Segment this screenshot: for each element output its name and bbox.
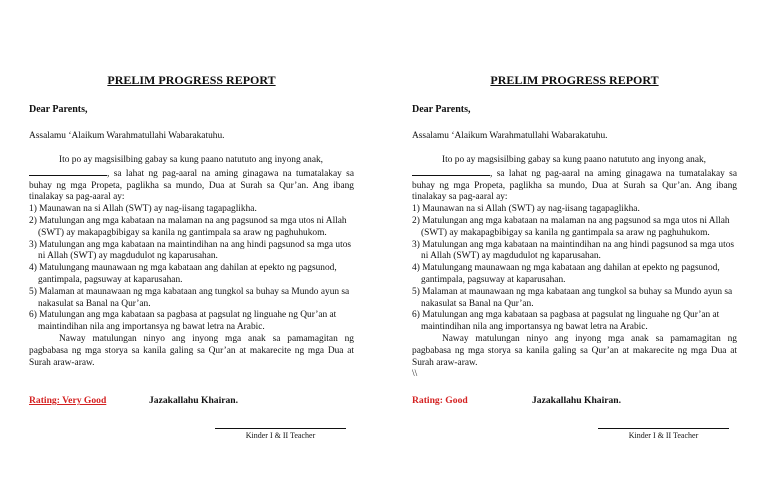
- report-body: [412, 155, 737, 379]
- list-item: 3) Matulungan ang mga kabataan na maintindihan na ang hindi pagsunod sa mga utos ni Allah (SWT) ay magdudulot ng kaparusahan.: [29, 239, 352, 262]
- progress-report-left: [29, 0, 389, 503]
- teacher-title: Kinder I & II Teacher: [628, 431, 699, 440]
- report-title: PRELIM PROGRESS REPORT: [107, 73, 276, 87]
- teacher-title: Kinder I & II Teacher: [245, 431, 316, 440]
- thanks-punct: .: [618, 395, 622, 406]
- progress-report-right: [412, 0, 768, 503]
- rating-row: [412, 395, 622, 406]
- stray-mark: \\: [412, 369, 418, 380]
- objectives-list: [412, 204, 737, 334]
- report-body: [29, 155, 354, 369]
- list-item: 1) Maunawan na si Allah (SWT) ay nag-iisang tagapaglikha.: [29, 204, 257, 215]
- intro-rest: , sa lahat ng pag-aaral na aming ginagawa na tumatalakay sa buhay ng mga Propeta, paglikha sa mundo, Dua at Surah sa Qur’an. Ang ibang tinalakay sa pag-aaral ay:: [29, 168, 354, 203]
- thanks-text: [149, 395, 238, 406]
- list-item: 2) Matulungan ang mga kabataan na malaman na ang pagsunod sa mga utos ni Allah (SWT) ay makapagbibigay sa kanila ng gantimpala sa araw ng paghuhukom.: [412, 215, 730, 238]
- child-name-blank: [29, 167, 107, 176]
- objectives-list: [29, 204, 354, 334]
- thanks-label: Jazakallahu Khairan: [149, 395, 236, 406]
- child-name-blank: [412, 167, 490, 176]
- list-item: 6) Matulungan ang mga kabataan sa pagbasa at pagsulat ng linguahe ng Qur’an at maintindihan nila ang importansya ng bawat letra na Arabic.: [412, 310, 720, 333]
- greeting: Assalamu ‘Alaikum Warahmatullahi Wabarakatuhu.: [29, 131, 225, 141]
- list-item: 4) Matulungang maunawaan ng mga kabataan ang dahilan at epekto ng pagsunod, gantimpala, pagsuway at kaparusahan.: [29, 263, 337, 285]
- rating-label: Rating: Very Good: [29, 395, 107, 406]
- list-item: 3) Matulungan ang mga kabataan na maintindihan na ang hindi pagsunod sa mga utos ni Allah (SWT) ay magdudulot ng kaparusahan.: [412, 239, 735, 262]
- list-item: 4) Matulungang maunawaan ng mga kabataan ang dahilan at epekto ng pagsunod, gantimpala, pagsuway at kaparusahan.: [412, 263, 720, 285]
- signature-line: [598, 428, 729, 429]
- list-item: 5) Malaman at maunawaan ng mga kabataan ang tungkol sa buhay sa Mundo ayun sa nakasulat sa Banal na Qur’an.: [29, 286, 350, 309]
- intro-rest: , sa lahat ng pag-aaral na aming ginagawa na tumatalakay sa buhay ng mga Propeta, paglikha sa mundo, Dua at Surah sa Qur’an. Ang ibang tinalakay sa pag-aaral ay:: [412, 168, 737, 203]
- greeting: Assalamu ‘Alaikum Warahmatullahi Wabarakatuhu.: [412, 131, 608, 141]
- closing-paragraph: Naway matulungan ninyo ang inyong mga anak sa pamamagitan ng pagbabasa ng mga storya sa kanila galing sa Qur’an at makarecite ng mga Dua at Surah araw-araw.: [412, 333, 737, 368]
- intro-paragraph: [29, 155, 354, 204]
- thanks-label: Jazakallahu Khairan: [532, 395, 619, 406]
- list-item: 6) Matulungan ang mga kabataan sa pagbasa at pagsulat ng linguahe ng Qur’an at maintindihan nila ang importansya ng bawat letra na Arabic.: [29, 310, 337, 333]
- intro-paragraph: [412, 155, 737, 204]
- report-title: PRELIM PROGRESS REPORT: [490, 73, 659, 87]
- signature-line: [215, 428, 346, 429]
- salutation: Dear Parents,: [29, 104, 88, 115]
- thanks-punct: .: [235, 395, 239, 406]
- intro-start: Ito po ay magsisilbing gabay sa kung paano natututo ang inyong anak,: [59, 155, 324, 165]
- list-item: 2) Matulungan ang mga kabataan na malaman na ang pagsunod sa mga utos ni Allah (SWT) ay makapagbibigay sa kanila ng gantimpala sa araw ng paghuhukom.: [29, 215, 347, 238]
- intro-start: Ito po ay magsisilbing gabay sa kung paano natututo ang inyong anak,: [442, 155, 707, 165]
- rating-label: Rating: Good: [412, 395, 468, 406]
- list-item: 5) Malaman at maunawaan ng mga kabataan ang tungkol sa buhay sa Mundo ayun sa nakasulat sa Banal na Qur’an.: [412, 286, 733, 309]
- closing-paragraph: Naway matulungan ninyo ang inyong mga anak sa pamamagitan ng pagbabasa ng mga storya sa kanila galing sa Qur’an at makarecite ng mga Dua at Surah araw-araw.: [29, 333, 354, 368]
- salutation: Dear Parents,: [412, 104, 471, 115]
- rating-row: [29, 395, 239, 406]
- thanks-text: [532, 395, 621, 406]
- list-item: 1) Maunawan na si Allah (SWT) ay nag-iisang tagapaglikha.: [412, 204, 640, 215]
